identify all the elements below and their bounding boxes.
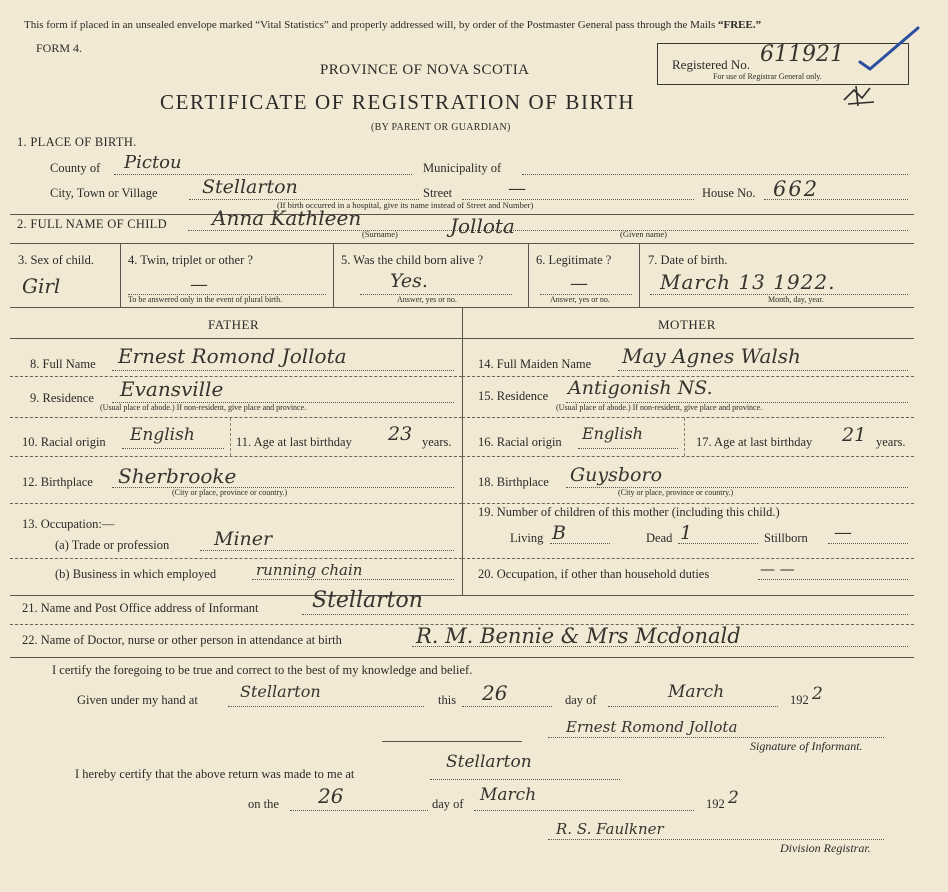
mother-name-value: May Agnes Walsh [622,344,801,368]
surname-label: (Surname) [362,229,398,239]
living-value: B [552,522,566,544]
given-name-label: (Given name) [620,229,667,239]
certify-statement: I certify the foregoing to be true and correct to the best of my knowledge and belief. [52,663,473,677]
given-year-prefix: 192 [790,693,809,707]
mother-rule-4 [462,503,914,504]
given-place-line [228,706,424,707]
trade-value: Miner [214,528,273,550]
given-day-line [462,706,552,707]
legitimate-note: Answer, yes or no. [550,295,610,304]
county-label: County of [50,161,101,175]
child-given-value: Anna Kathleen [212,206,362,230]
registrar-note: For use of Registrar General only. [713,72,822,81]
mother-age-value: 21 [842,424,867,446]
given-month-line [608,706,778,707]
business-label: (b) Business in which employed [55,567,217,581]
sex-value: Girl [22,274,61,298]
mother-occupation-label: 20. Occupation, if other than household duties [478,567,710,581]
witness-line [382,741,522,742]
father-name-value: Ernest Romond Jollota [118,344,347,368]
given-day-value: 26 [482,681,508,705]
county-value: Pictou [124,152,182,173]
attendant-value: R. M. Bennie & Mrs Mcdonald [416,624,741,648]
house-number-value: 662 [773,177,820,201]
dead-label: Dead [646,531,673,545]
child-name-label: 2. FULL NAME OF CHILD [17,217,167,231]
city-value: Stellarton [202,176,298,198]
registered-number: 611921 [760,42,844,67]
municipality-label: Municipality of [423,161,502,175]
county-line [114,174,412,175]
registrar-month-line [474,810,694,811]
province-heading: PROVINCE OF NOVA SCOTIA [320,62,530,78]
mother-birthplace-label: 18. Birthplace [478,475,549,489]
dob-note: Month, day, year. [768,295,824,304]
given-under-label: Given under my hand at [77,693,198,707]
informant-label: 21. Name and Post Office address of Informant [22,601,259,615]
divider-4 [10,595,914,596]
informant-value: Stellarton [312,588,423,613]
mother-years-label: years. [876,435,906,449]
mother-heading: MOTHER [658,317,716,332]
sex-label: 3. Sex of child. [18,253,95,267]
municipality-line [522,174,908,175]
mother-residence-note: (Usual place of abode.) If non-resident, give place and province. [556,403,763,412]
mother-occupation-value: — — [760,560,795,578]
registrar-place-value: Stellarton [446,752,532,772]
attendant-label: 22. Name of Doctor, nurse or other person in attendance at birth [22,633,342,647]
father-racial-label: 10. Racial origin [22,435,106,449]
col-divider-d [639,243,640,307]
father-birthplace-note: (City or place, province or country.) [172,488,288,497]
mail-notice [24,20,761,31]
mother-name-line [618,370,908,371]
certificate-title: CERTIFICATE OF REGISTRATION OF BIRTH [160,90,636,114]
stillborn-label: Stillborn [764,531,808,545]
house-label: House No. [702,186,756,200]
twin-value: — [190,274,208,295]
checkmark-icon [856,24,922,72]
mother-residence-label: 15. Residence [478,389,549,403]
col-divider-a [120,243,121,307]
mother-occupation-line [758,579,908,580]
stillborn-value: — [834,522,852,543]
father-heading: FATHER [208,317,260,332]
twin-label: 4. Twin, triplet or other ? [128,253,253,267]
father-residence-label: 9. Residence [30,391,94,405]
informant-line [302,614,908,615]
mother-residence-value: Antigonish NS. [568,377,713,399]
registrar-place-line [430,779,620,780]
registrar-day-of-label: day of [432,797,464,811]
father-name-line [112,370,454,371]
registrar-signature-line [548,839,884,840]
mail-notice-text: This form if placed in an unsealed envelope marked “Vital Statistics” and properly addressed will, by order of the Postmaster General pass through the Mails [24,19,716,31]
mother-rule-3 [462,456,914,457]
mother-racial-label: 16. Racial origin [478,435,562,449]
father-birthplace-label: 12. Birthplace [22,475,93,489]
father-years-label: years. [422,435,452,449]
informant-signature-line [548,737,884,738]
place-of-birth-heading: 1. PLACE OF BIRTH. [17,135,137,149]
hospital-note: (If birth occurred in a hospital, give its name instead of Street and Number) [277,200,534,210]
given-year-suffix: 2 [812,684,823,704]
registrar-statement: I hereby certify that the above return was made to me at [75,767,355,781]
certificate-subtitle: (BY PARENT OR GUARDIAN) [371,122,511,133]
trade-line [200,550,454,551]
father-rule-4 [10,503,462,504]
mother-name-label: 14. Full Maiden Name [478,357,592,371]
col-divider-c [528,243,529,307]
father-birthplace-value: Sherbrooke [118,464,237,488]
father-rule-2 [10,417,462,418]
stillborn-line [828,543,908,544]
occupation-label: 13. Occupation:— [22,517,115,531]
twin-note: To be answered only in the event of plural birth. [128,295,283,304]
registrar-signature: R. S. Faulkner [556,820,664,838]
alive-note: Answer, yes or no. [397,295,457,304]
parents-divider [462,307,463,595]
children-count-label: 19. Number of children of this mother (including this child.) [478,505,780,519]
col-divider-b [333,243,334,307]
mother-heading-rule [462,338,914,339]
living-label: Living [510,531,544,545]
street-value: — [508,178,526,199]
city-label: City, Town or Village [50,186,158,200]
mother-rule-2 [462,417,914,418]
registrar-signature-label: Division Registrar. [780,841,871,855]
mother-birthplace-note: (City or place, province or country.) [618,488,734,497]
registrar-day-value: 26 [318,784,344,808]
given-place-value: Stellarton [240,682,321,701]
father-racial-line [122,448,224,449]
registrar-day-line [290,810,428,811]
mother-racial-line [578,448,678,449]
dead-value: 1 [680,522,693,544]
divider-6 [10,657,914,658]
given-day-of-label: day of [565,693,597,707]
father-residence-note: (Usual place of abode.) If non-resident, give place and province. [100,403,307,412]
mother-rule-5 [462,558,914,559]
father-rule-1 [10,376,462,377]
this-label: this [438,693,457,707]
date-of-birth-label: 7. Date of birth. [648,253,728,267]
street-label: Street [423,186,453,200]
mother-age-label: 17. Age at last birthday [696,435,813,449]
registrar-month-value: March [480,785,537,805]
father-racial-value: English [130,425,195,445]
child-surname-value: Jollota [450,214,515,238]
business-value: running chain [256,561,363,579]
registered-label: Registered No. [672,57,750,72]
mother-birthplace-value: Guysboro [570,464,663,486]
mail-notice-free: “FREE.” [717,19,762,31]
registrar-year-suffix: 2 [728,788,739,808]
legitimate-label: 6. Legitimate ? [536,253,612,267]
divider-2 [10,243,914,244]
form-number: FORM 4. [36,41,83,55]
informant-signature-label: Signature of Informant. [750,739,863,753]
business-line [252,579,454,580]
father-name-label: 8. Full Name [30,357,96,371]
date-of-birth-value: March 13 1922. [660,270,836,294]
father-age-value: 23 [388,423,413,445]
registrar-stamp-icon [840,82,880,108]
alive-value: Yes. [390,270,428,292]
father-rule-3 [10,456,462,457]
child-name-line [188,230,908,231]
father-age-label: 11. Age at last birthday [236,435,352,449]
informant-signature: Ernest Romond Jollota [566,718,738,736]
alive-label: 5. Was the child born alive ? [341,253,484,267]
given-month-value: March [668,682,725,702]
mother-age-divider [684,418,685,456]
mother-racial-value: English [582,424,643,443]
father-age-divider [230,418,231,456]
trade-label: (a) Trade or profession [55,538,170,552]
on-the-label: on the [248,797,279,811]
registrar-year-prefix: 192 [706,797,725,811]
father-rule-5 [10,558,462,559]
father-heading-rule [10,338,462,339]
father-residence-value: Evansville [120,377,224,401]
legitimate-value: — [570,273,588,294]
